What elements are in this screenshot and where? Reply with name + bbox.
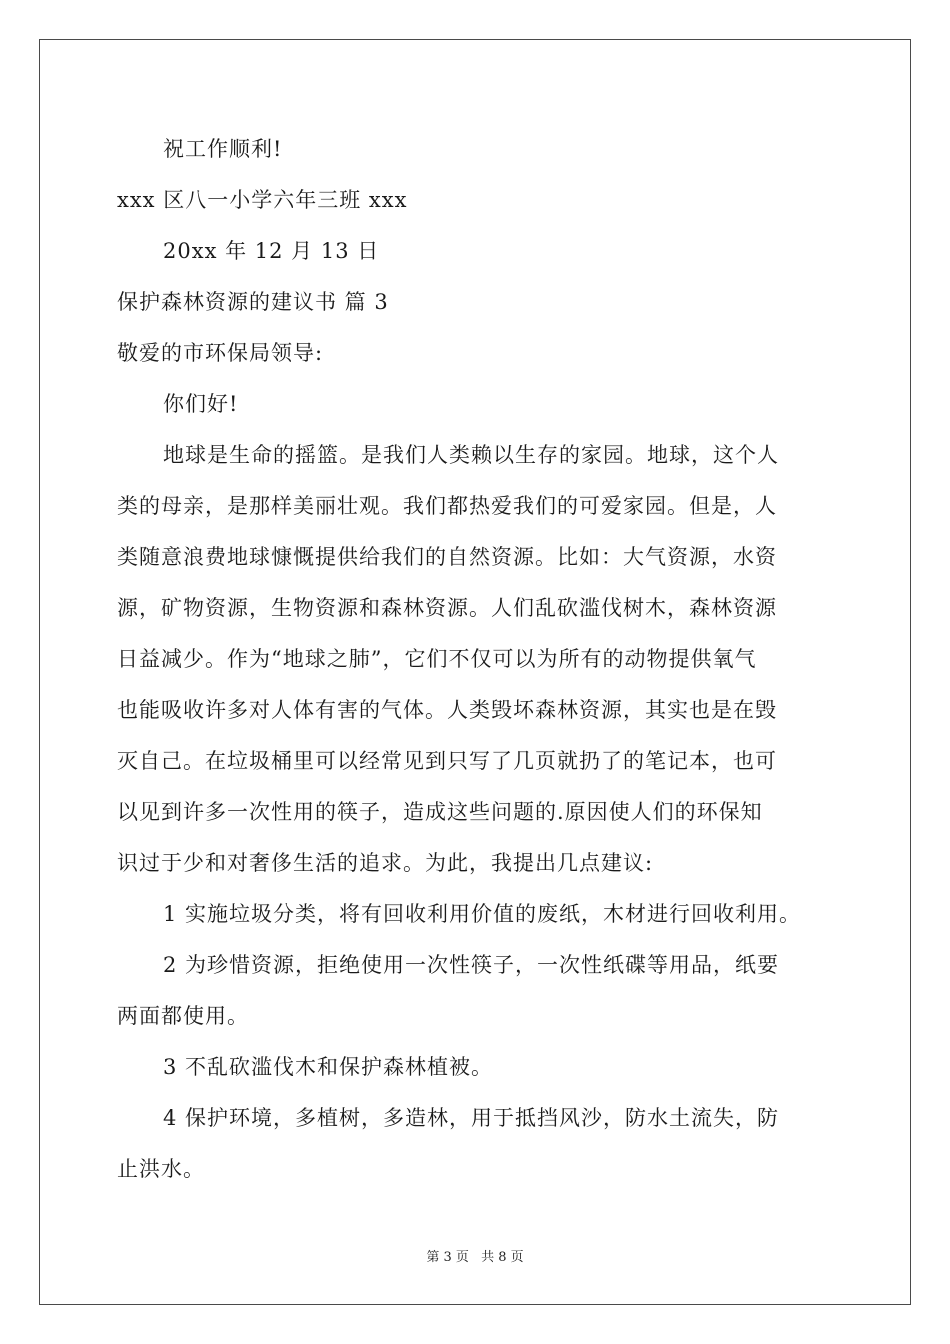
suggestion-4 <box>117 1093 835 1195</box>
body-paragraph <box>117 430 835 889</box>
sender-line: xxx 区八一小学六年三班 xxx <box>117 188 408 212</box>
body-line: 灭自己。在垃圾桶里可以经常见到只写了几页就扔了的笔记本，也可 <box>117 749 777 773</box>
suggestion-line: 1 实施垃圾分类，将有回收利用价值的废纸，木材进行回收利用。 <box>163 902 802 926</box>
body-line: 源，矿物资源，生物资源和森林资源。人们乱砍滥伐树木，森林资源 <box>117 596 777 620</box>
suggestion-line: 2 为珍惜资源，拒绝使用一次性筷子，一次性纸碟等用品，纸要 <box>163 953 780 977</box>
page-total: 共 8 页 <box>481 1250 524 1265</box>
page-number: 第 3 页 <box>426 1250 469 1265</box>
date-line: 20xx 年 12 月 13 日 <box>163 239 380 263</box>
body-line: 类随意浪费地球慷慨提供给我们的自然资源。比如：大气资源，水资 <box>117 545 777 569</box>
body-line: 识过于少和对奢侈生活的追求。为此，我提出几点建议: <box>117 851 654 875</box>
page-footer <box>0 1246 950 1265</box>
suggestion-line: 两面都使用。 <box>117 1004 249 1028</box>
suggestion-line: 3 不乱砍滥伐木和保护森林植被。 <box>163 1055 494 1079</box>
body-line: 也能吸收许多对人体有害的气体。人类毁坏森林资源，其实也是在毁 <box>117 698 777 722</box>
suggestion-line: 止洪水。 <box>117 1157 205 1181</box>
body-line: 地球是生命的摇篮。是我们人类赖以生存的家园。地球，这个人 <box>163 443 779 467</box>
salutation-line: 敬爱的市环保局领导: <box>117 341 324 365</box>
suggestion-line: 4 保护环境，多植树，多造林，用于抵挡风沙，防水土流失，防 <box>163 1106 780 1130</box>
document-heading: 保护森林资源的建议书 篇 3 <box>117 290 389 314</box>
closing-line: 祝工作顺利! <box>163 137 283 161</box>
suggestion-3 <box>117 1042 835 1093</box>
document-content <box>117 124 835 1195</box>
suggestion-1 <box>117 889 835 940</box>
greeting-line: 你们好! <box>163 392 239 416</box>
suggestion-2 <box>117 940 835 1042</box>
body-line: 日益减少。作为“地球之肺”，它们不仅可以为所有的动物提供氧气 <box>117 647 757 671</box>
body-line: 类的母亲，是那样美丽壮观。我们都热爱我们的可爱家园。但是，人 <box>117 494 777 518</box>
body-line: 以见到许多一次性用的筷子，造成这些问题的.原因使人们的环保知 <box>117 800 763 824</box>
